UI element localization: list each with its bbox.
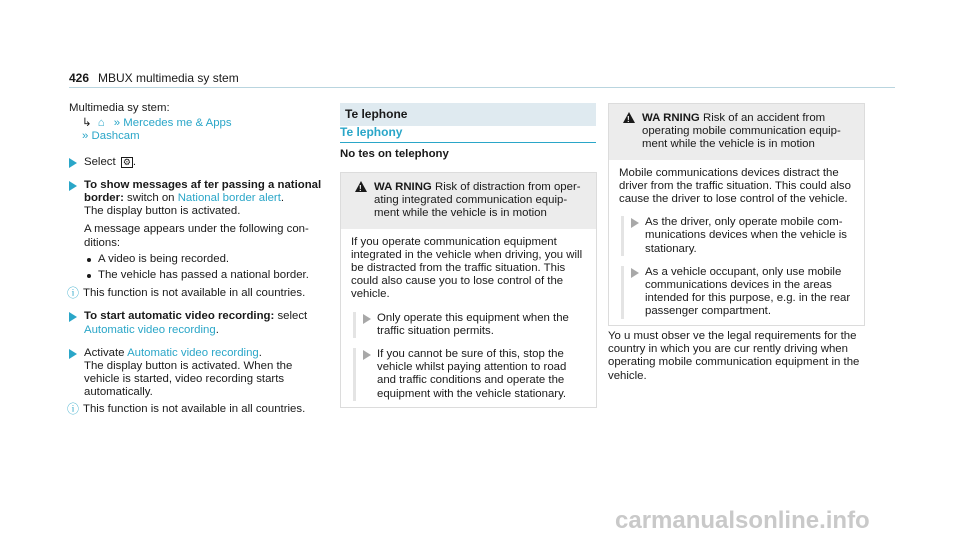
- step-heading: To show messages af ter passing a national border:: [84, 178, 322, 205]
- list-item: Only operate this equipment when the traffic situation permits.: [351, 312, 588, 338]
- chevron-icon: »: [113, 117, 121, 130]
- chevron-icon: »: [82, 130, 89, 143]
- notes-title: No tes on telephony: [340, 148, 449, 160]
- warning-body: If you operate communication equipment integrated in the vehicle when driving, you will be distracted from the traffic situation. This could also cause you to lose control of the vehicle. Only operate this equipment when the traffic situation permits. If you cannot be sure of this, stop the vehicle whilst paying attention to road and traffic conditions and operate the equipment with the vehicle stationary.: [341, 229, 596, 407]
- step-arrow-icon: [69, 181, 77, 191]
- list-item: As a vehicle occupant, only use mobile communications devices in the areas intended for this purpose, e.g. in the rear passenger compartment.: [619, 266, 856, 319]
- list-item: A video is being recorded.: [84, 253, 327, 266]
- step-text: Activate: [84, 346, 128, 359]
- step-text: Select: [84, 155, 116, 168]
- running-header: MBUX multimedia sy stem: [98, 71, 239, 85]
- step-arrow-icon: [69, 349, 77, 359]
- menu-path: [69, 102, 327, 144]
- step-result: The display button is activated. When the vehicle is started, video recording starts automatically.: [84, 360, 293, 399]
- info-note: ⓘ This function is not available in all countries.: [67, 401, 306, 416]
- path-item-dashcam[interactable]: Dashcam: [91, 130, 140, 143]
- step-conditions: A message appears under the following con‐ ditions:: [84, 223, 309, 249]
- section-band: Te lephone: [340, 103, 596, 126]
- step-auto-recording: To start automatic video recording: select Automatic video recording.: [69, 310, 327, 336]
- header-rule: [69, 87, 895, 88]
- watermark: carmanualsonline.info: [615, 507, 870, 534]
- list-item: The vehicle has passed a national border.: [84, 269, 327, 282]
- info-icon: ⓘ: [67, 286, 80, 301]
- section-subtitle: Te lephony: [340, 125, 403, 139]
- step-select: [69, 156, 327, 169]
- step-end: .: [132, 155, 137, 168]
- path-arrow-icon: ↳: [82, 117, 92, 130]
- warning-box: [340, 172, 597, 408]
- step-text: select: [274, 310, 308, 323]
- subtitle-rule: [340, 142, 596, 143]
- path-label: Multimedia sy stem:: [69, 102, 170, 114]
- warning-body: Mobile communications devices distract the driver from the traffic situation. This could also cause the driver to lose control of the vehicle. As the driver, only operate mobile com‐ munications devices when the vehicle is stationary. As a vehicle occupant, only use mobile communications devices in the areas intended for this purpose, e.g. in the rear passenger compartment.: [609, 160, 864, 325]
- warning-icon: [355, 181, 367, 192]
- page-number: 426: [69, 71, 90, 85]
- warning-icon: [623, 112, 635, 123]
- settings-gear-icon[interactable]: ⚙: [122, 156, 131, 167]
- info-note: ⓘ This function is not available in all countries.: [67, 286, 306, 301]
- automatic-video-recording-link[interactable]: Automatic video recording: [127, 346, 259, 359]
- step-end: .: [280, 192, 285, 205]
- step-activate: Activate Automatic video recording. The display button is activated. When the vehicle is started, video recording starts automatically.: [69, 347, 327, 400]
- automatic-video-recording-link[interactable]: Automatic video recording: [84, 323, 216, 336]
- step-text: switch on: [123, 192, 178, 205]
- warning-header: ! WA RNING Risk of an accident from operating mobile communication equip‐ ment while the vehicle is in motion: [609, 104, 864, 160]
- home-icon: ⌂: [97, 117, 105, 130]
- step-arrow-icon: [69, 312, 77, 322]
- warning-header: ! WA RNING Risk of distraction from oper‐ ating integrated communication equip‐ ment while the vehicle is in motion: [341, 173, 596, 229]
- warning-box: [608, 103, 865, 326]
- step-result: The display button is activated.: [84, 205, 241, 218]
- legal-paragraph: Yo u must obser ve the legal requirements for the country in which you are cur rently driving when operating mobile communication equipment in the vehicle.: [608, 330, 860, 382]
- national-border-alert-link[interactable]: National border alert: [177, 192, 281, 205]
- list-item: If you cannot be sure of this, stop the vehicle whilst paying attention to road and traffic conditions and operate the equipment with the vehicle stationary.: [351, 348, 588, 401]
- step-heading: To start automatic video recording:: [84, 310, 275, 323]
- path-item-mercedes-me[interactable]: Mercedes me & Apps: [123, 117, 232, 130]
- info-icon: ⓘ: [67, 401, 80, 416]
- column-1: [69, 102, 327, 416]
- step-arrow-icon: [69, 158, 77, 168]
- list-item: As the driver, only operate mobile com‐ munications devices when the vehicle is stationary.: [619, 216, 856, 256]
- step-border-messages: [69, 179, 327, 282]
